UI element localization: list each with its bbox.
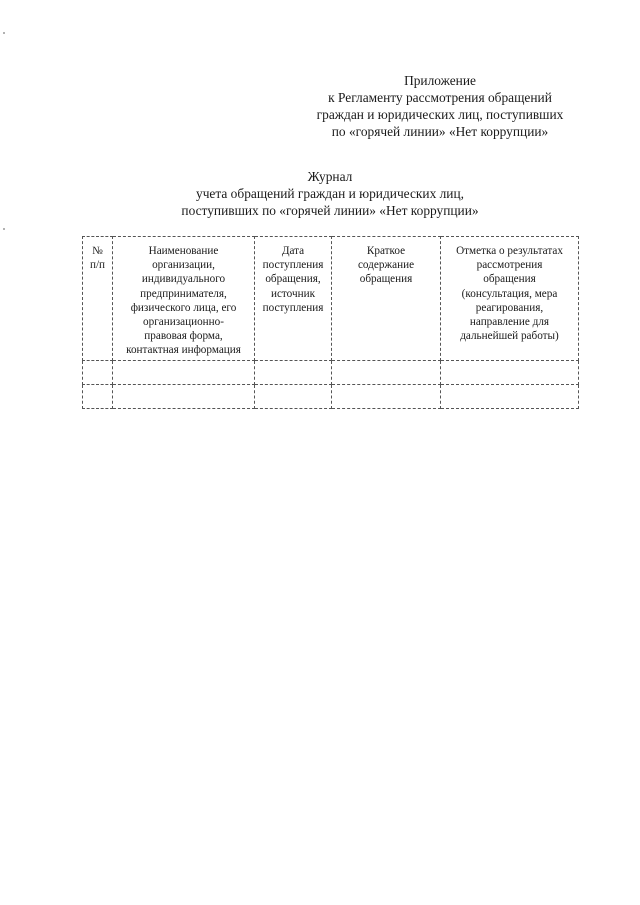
table-cell xyxy=(83,360,113,384)
header-line: (консультация, мера xyxy=(461,287,558,300)
header-line: реагирования, xyxy=(475,301,544,314)
appendix-block xyxy=(282,72,598,140)
header-line: рассмотрения xyxy=(476,259,543,272)
table-cell xyxy=(255,384,332,408)
table-row xyxy=(83,384,579,408)
header-line: Дата xyxy=(281,245,305,257)
header-line: организационно- xyxy=(143,316,224,329)
appendix-line: Приложение xyxy=(404,73,476,88)
appendix-line: к Регламенту рассмотрения обращений xyxy=(328,90,552,105)
table-cell xyxy=(441,360,579,384)
header-line: физического лица, его xyxy=(130,301,237,314)
column-header-date xyxy=(255,237,332,361)
header-line: № xyxy=(92,245,103,257)
journal-subtitle-line: поступивших по «горячей линии» «Нет коррупции» xyxy=(181,203,479,218)
header-line: направление для xyxy=(469,316,550,329)
journal-subtitle-line: учета обращений граждан и юридических лиц, xyxy=(196,186,464,201)
header-line: обращения, xyxy=(265,273,321,286)
header-line: поступления xyxy=(262,301,324,314)
header-line: поступления xyxy=(262,259,324,272)
header-line: Краткое xyxy=(366,245,406,257)
header-line: предпринимателя, xyxy=(140,287,227,300)
journal-title: Журнал xyxy=(307,169,353,184)
column-header-result xyxy=(441,237,579,361)
scan-mark xyxy=(3,32,5,34)
appendix-line: граждан и юридических лиц, поступивших xyxy=(316,107,564,122)
header-line: индивидуального xyxy=(141,273,226,286)
table-cell xyxy=(255,360,332,384)
header-line: организации, xyxy=(152,259,215,272)
table-cell xyxy=(441,384,579,408)
header-line: п/п xyxy=(89,259,106,272)
header-line: контактная информация xyxy=(126,344,241,357)
header-line: Наименование xyxy=(148,245,219,257)
table-cell xyxy=(83,384,113,408)
table-row xyxy=(83,360,579,384)
table-header-row xyxy=(83,237,579,361)
header-line: Отметка о результатах xyxy=(456,245,563,257)
column-header-summary xyxy=(332,237,441,361)
header-line: дальнейшей работы) xyxy=(460,330,559,343)
scan-mark xyxy=(3,228,5,230)
table-cell xyxy=(113,384,255,408)
column-header-organization xyxy=(113,237,255,361)
journal-heading xyxy=(120,168,540,219)
journal-table xyxy=(82,236,579,409)
header-line: правовая форма, xyxy=(144,330,223,343)
table-cell xyxy=(113,360,255,384)
header-line: обращения xyxy=(359,273,413,286)
appendix-line: по «горячей линии» «Нет коррупции» xyxy=(331,124,549,139)
header-line: обращения xyxy=(483,273,536,286)
table-cell xyxy=(332,384,441,408)
header-line: источник xyxy=(270,287,316,300)
header-line: содержание xyxy=(357,259,415,272)
table-cell xyxy=(332,360,441,384)
column-header-number xyxy=(83,237,113,361)
